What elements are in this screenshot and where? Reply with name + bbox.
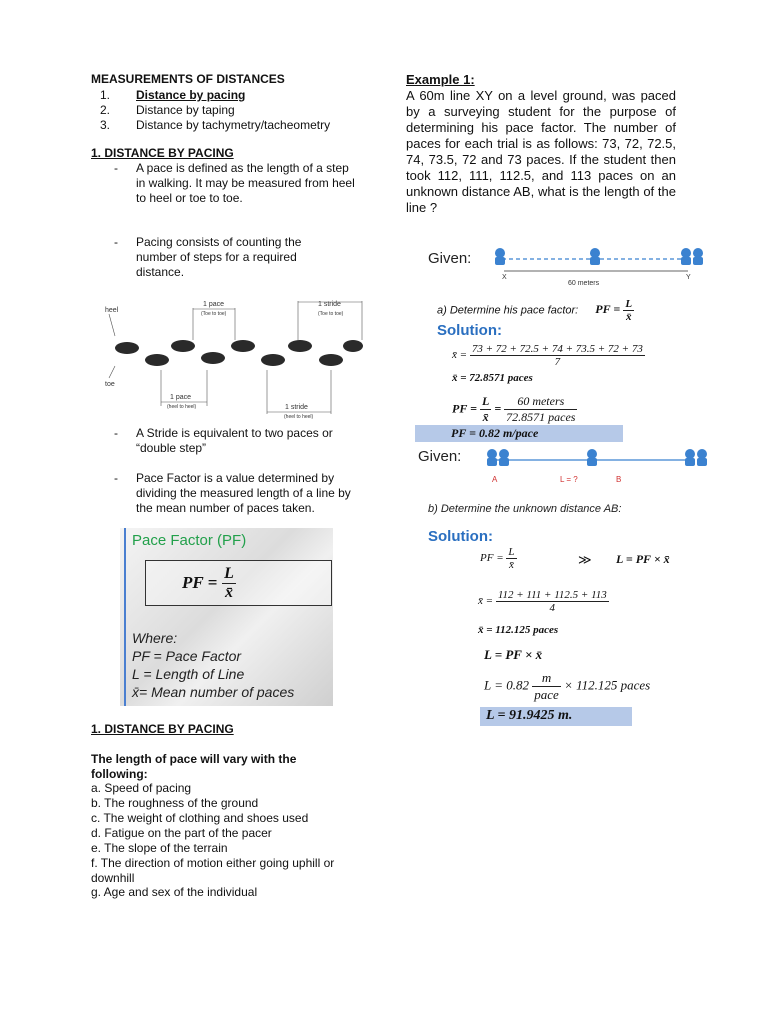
mean-a-result: x̄ = 72.8571 paces [452, 372, 533, 384]
mean-b-result: x̄ = 112.125 paces [478, 624, 559, 636]
implies-arrow: ≫ [578, 552, 592, 567]
pf-formula-box [145, 560, 332, 606]
mean-b-fraction [496, 589, 609, 614]
l-calc-num: m [532, 670, 561, 687]
vary-item: f. The direction of motion either going uphill or downhill [91, 856, 335, 885]
toe-label: toe [105, 381, 115, 388]
given-label-2: Given: [418, 448, 462, 465]
l-result: L = 91.9425 m. [486, 708, 573, 723]
example-title: Example 1: [406, 72, 475, 87]
where-label: Where: [132, 630, 178, 646]
bullet-text: Pacing consists of counting the number of steps for a required distance. [136, 235, 302, 279]
mean-a-equation: x̄ = $\frac{73 + 72 + 72.5 + 74 + 73.5 + 72 + 73}{7}$ [452, 343, 643, 368]
heel-label: heel [105, 307, 119, 314]
point-x: X [502, 274, 507, 281]
mean-b-num: 112 + 111 + 112.5 + 113 [497, 589, 607, 601]
line-ab-figure [482, 444, 712, 488]
solution-label-2: Solution: [428, 528, 493, 545]
pf-calc: PF = $\frac{L}{x̄}$ = $\frac{\text{60 meters}}{\text{72.8571 paces}}$ [452, 394, 576, 424]
bullet-dash: - [114, 471, 118, 485]
part-a-pf: PF = [595, 302, 621, 317]
solution-label: Solution: [437, 322, 502, 339]
pf-calc-den: 72.8571 paces [506, 410, 576, 424]
part-a-text: a) Determine his pace factor: [437, 304, 579, 317]
pf-def: PF = Pace Factor [132, 648, 242, 664]
l-equation-2: L = PF × x̄ [484, 647, 543, 662]
section-title: 1. DISTANCE BY PACING [91, 146, 234, 160]
l-calc-den: pace [534, 687, 559, 702]
main-heading: MEASUREMENTS OF DISTANCES [91, 72, 285, 86]
pf-formula-fraction [222, 565, 236, 602]
vary-item: e. The slope of the terrain [91, 841, 228, 855]
mean-b-den: 4 [549, 602, 556, 614]
pace-factor-box [120, 528, 333, 706]
pace-bottom-label: 1 pace [170, 394, 192, 401]
l-calc-suffix: × 112.125 paces [564, 677, 651, 693]
pf-calc-frac2 [504, 394, 577, 425]
method-label: Distance by tachymetry/tacheometry [136, 118, 331, 132]
method-number: 1. [100, 88, 111, 102]
stride-top-sub: (Toe to toe) [318, 311, 344, 317]
section-title-2: 1. DISTANCE BY PACING [91, 722, 234, 736]
l-calc [484, 670, 650, 703]
l-equation: L = PF × x̄ [616, 552, 670, 566]
bullet-text: A pace is defined as the length of a step in walking. It may be measured from heel to heel or toe to toe. [136, 161, 355, 205]
box-edge [124, 528, 126, 706]
pf-result: PF = 0.82 m/pace [451, 426, 539, 440]
vary-heading: The length of pace will vary with the following: [91, 752, 297, 781]
pf-formula-den: x̄ [224, 584, 233, 601]
pf-calc-num: 60 meters [504, 394, 577, 410]
pf-title: Pace Factor (PF) [132, 532, 247, 549]
part-a-den: x̄ [625, 311, 632, 323]
bullet-dash: - [114, 161, 118, 175]
l-calc-prefix: L = 0.82 [484, 677, 530, 693]
method-number: 3. [100, 118, 111, 132]
given-label: Given: [428, 250, 472, 267]
vary-item: c. The weight of clothing and shoes used [91, 811, 309, 825]
vary-item: g. Age and sex of the individual [91, 885, 258, 899]
pace-bottom-sub: (heel to heel) [167, 404, 197, 410]
mean-a-num: 73 + 72 + 72.5 + 74 + 73.5 + 72 + 73 [471, 343, 643, 355]
point-a: A [492, 475, 498, 484]
line-xy-figure [490, 243, 710, 293]
pf-def: L = Length of Line [132, 666, 245, 682]
stride-bottom-sub: (heel to heel) [284, 414, 314, 420]
point-y: Y [686, 274, 691, 281]
l-result-highlight [480, 707, 632, 726]
vary-item: a. Speed of pacing [91, 781, 192, 795]
pace-top-sub: (Toe to toe) [201, 311, 227, 317]
pf-calc-frac1: $\frac{L}{x̄}$ [481, 394, 490, 424]
part-a-fraction [623, 298, 634, 323]
pf-eq-lhs: PF = [480, 552, 504, 565]
example-text: A 60m line XY on a level ground, was paced by a surveying student for the purpose of determining his pace factor. The number of paces for each trial is as follows: 73, 72, 72.5, 74, 73.5, 72 and 73 paces. If the student then took 112, 111, 112.5, and 113 paces on an unknown distance AB, what is the length of the line ? [406, 88, 676, 215]
pf-eq-fraction: $\frac{L}{x̄}$ [508, 546, 515, 571]
pf-def: x̄= Mean number of paces [132, 684, 295, 700]
pf-formula-num: L [224, 565, 234, 582]
method-number: 2. [100, 103, 111, 117]
l-calc-fraction [532, 670, 561, 703]
part-b-question: b) Determine the unknown distance AB: [428, 503, 622, 515]
mean-b-equation: x̄ = $\frac{112 + 111 + 112.5 + 113}{4}$ [478, 589, 607, 614]
bullet-dash: - [114, 235, 118, 249]
point-b: B [616, 475, 622, 484]
bullet-text: Pace Factor is a value determined by dividing the measured length of a line by the mean number of paces taken. [136, 471, 351, 515]
pf-result-highlight [415, 425, 623, 442]
footprint-figure [95, 296, 365, 420]
vary-item: d. Fatigue on the part of the pacer [91, 826, 272, 840]
stride-top-label: 1 stride [318, 301, 341, 308]
bullet-dash: - [114, 426, 118, 440]
part-a-question [437, 298, 634, 323]
pf-formula-lhs: PF = [182, 572, 218, 592]
line-length-label: 60 meters [568, 280, 600, 287]
pf-formula [182, 565, 236, 602]
part-a-num: L [625, 298, 633, 310]
method-label: Distance by pacing [136, 88, 246, 102]
mean-a-den: 7 [554, 356, 561, 368]
vary-item: b. The roughness of the ground [91, 796, 259, 810]
pace-top-label: 1 pace [203, 301, 225, 308]
mean-a-fraction [470, 343, 645, 368]
pf-eq-b [480, 546, 517, 571]
stride-bottom-label: 1 stride [285, 404, 308, 411]
bullet-text: A Stride is equivalent to two paces or “double step” [136, 426, 333, 455]
unknown-length-label: L = ? [560, 475, 578, 484]
method-label: Distance by taping [136, 103, 235, 117]
